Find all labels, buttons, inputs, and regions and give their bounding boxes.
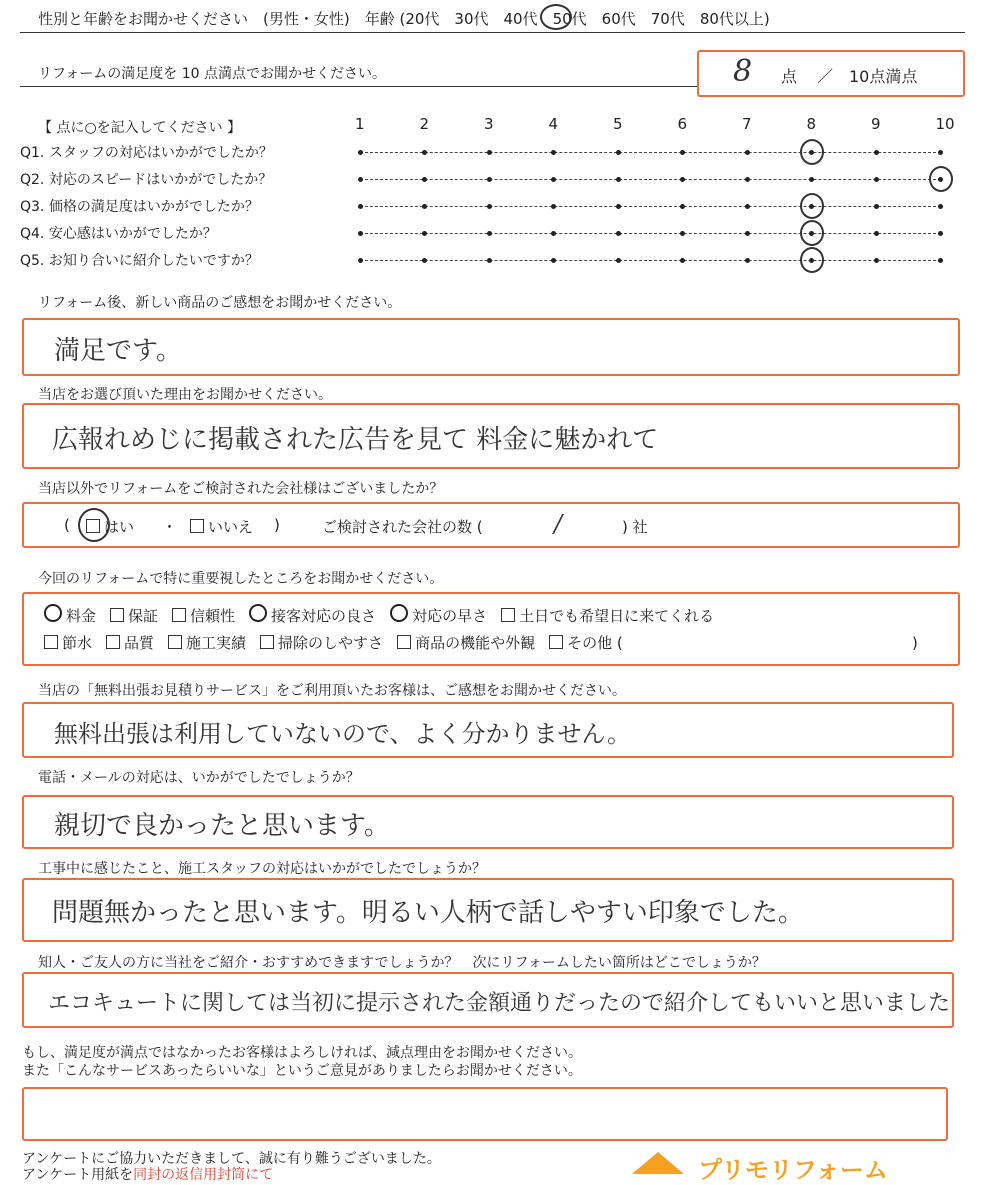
reason-answer-box [22,403,960,469]
checkbox[interactable] [44,635,58,649]
phone-answer: 親切で良かったと思います。 [54,811,390,841]
rating-point[interactable] [487,204,492,209]
checkbox[interactable] [172,608,186,622]
rating-question-label: Q2. 対応のスピードはいかがでしたか？ [20,172,273,188]
rating-point[interactable] [487,177,492,182]
footer-note-red: 同封の返信用封筒にて [133,1167,274,1183]
priority-option-label: 対応の早さ [412,607,488,625]
rating-point[interactable] [358,258,363,263]
priority-option[interactable] [549,632,623,653]
checkbox[interactable] [549,635,563,649]
priority-option[interactable] [106,632,154,653]
rating-point[interactable] [938,231,943,236]
rating-point[interactable] [358,150,363,155]
checked-checkbox[interactable] [44,604,62,622]
satisfaction-score-box [697,50,965,97]
scale-number: 3 [484,115,494,133]
rating-point[interactable] [745,150,750,155]
priority-option[interactable] [110,605,158,626]
scale-number: 1 [355,115,365,133]
gender-age-label: 性別と年齢をお聞かせください (男性・女性) 年齢 (20代 30代 40代 50代 60代 70代 80代以上) [38,10,770,28]
priority-option-label: 施工実績 [186,634,247,652]
competitors-open-paren: ( [64,516,70,534]
reason-answer: 広報れめじに掲載された広告を見て 料金に魅かれて [52,425,659,455]
rating-point[interactable] [487,231,492,236]
priorities-row-1 [44,604,728,626]
rating-point[interactable] [680,204,685,209]
competitors-question: 当店以外でリフォームをご検討された会社様はございましたか？ [38,481,444,497]
priority-option[interactable] [249,604,376,626]
rating-point[interactable] [616,177,621,182]
deduction-answer-box[interactable] [22,1087,948,1141]
rating-dotted-line [360,179,941,180]
checkbox[interactable] [501,608,515,622]
competitors-count-suffix: ) 社 [622,518,648,536]
rating-point[interactable] [745,177,750,182]
competitors-count-label: ご検討された会社の数 ( [322,518,483,536]
rating-point[interactable] [938,150,943,155]
deduction-question-line-2: また「こんなサービスあったらいいな」というご意見がありましたらお聞かせください。 [22,1063,582,1079]
rating-point[interactable] [422,258,427,263]
priority-option-label: その他 ( [567,634,623,652]
priority-option[interactable] [397,632,535,653]
rating-point[interactable] [809,177,814,182]
recommend-question: 知人・ご友人の方に当社をご紹介・おすすめできますでしょうか？ 次にリフォームしたい箇所はどこでしょうか？ [38,955,766,971]
rating-selected-circle [800,247,824,273]
priorities-row-2 [44,632,637,653]
rating-point[interactable] [551,204,556,209]
impression-answer: 満足です。 [54,336,182,366]
rating-point[interactable] [616,150,621,155]
rating-point[interactable] [487,258,492,263]
satisfaction-underline [20,86,700,87]
priority-option-label: 商品の機能や外観 [415,634,536,652]
construction-answer-box [22,878,954,942]
competitors-count-value: / [554,510,563,538]
rating-scale [0,115,1000,135]
rating-question-label: Q5. お知り合いに紹介したいですか？ [20,253,259,269]
rating-selected-circle [800,220,824,246]
rating-point[interactable] [745,231,750,236]
footer-note-start: アンケート用紙を [22,1167,134,1183]
rating-question-label: Q4. 安心感はいかがでしたか？ [20,226,217,242]
footer-thanks: アンケートにご協力いただきまして、誠に有り難うございました。 [22,1151,441,1167]
construction-question: 工事中に感じたこと、施工スタッフの対応はいかがでしたでしょうか？ [38,861,486,877]
rating-point[interactable] [422,231,427,236]
rating-point[interactable] [358,204,363,209]
rating-point[interactable] [422,177,427,182]
reason-question: 当店をお選び頂いた理由をお聞かせください。 [38,387,332,403]
checkbox[interactable] [110,608,124,622]
priority-option[interactable] [44,632,92,653]
yes-label: はい [104,518,135,536]
scale-number: 7 [742,115,752,133]
priorities-question: 今回のリフォームで特に重要視したところをお聞かせください。 [38,571,444,587]
priority-option[interactable] [172,605,235,626]
rating-point[interactable] [680,258,685,263]
checked-checkbox[interactable] [249,604,267,622]
checkbox[interactable] [168,635,182,649]
rating-point[interactable] [616,204,621,209]
impression-question: リフォーム後、新しい商品のご感想をお聞かせください。 [38,295,402,311]
priority-option[interactable] [390,604,487,626]
rating-point[interactable] [358,177,363,182]
construction-answer: 問題無かったと思います。明るい人柄で話しやすい印象でした。 [52,898,804,928]
scale-number: 5 [613,115,623,133]
rating-dotted-line [360,260,941,261]
rating-point[interactable] [422,150,427,155]
checked-checkbox[interactable] [390,604,408,622]
logo-text: プリモリフォーム [698,1157,888,1184]
rating-point[interactable] [680,150,685,155]
rating-selected-circle [800,139,824,165]
recommend-answer-box [22,972,954,1028]
rating-point[interactable] [551,231,556,236]
footer-note [22,1164,273,1184]
no-label: いいえ [208,518,254,536]
priority-option-label: 掃除のしやすさ [278,634,384,652]
rating-point[interactable] [551,258,556,263]
rating-point[interactable] [616,258,621,263]
competitors-dot: ・ [162,518,178,536]
priority-option-label: 品質 [124,634,155,652]
priority-option-label: 土日でも希望日に来てくれる [519,607,715,625]
rating-point[interactable] [616,231,621,236]
priority-option[interactable] [260,632,383,653]
rating-selected-circle [800,193,824,219]
satisfaction-score: 8 [733,54,753,89]
rating-point[interactable] [745,204,750,209]
rating-point[interactable] [938,204,943,209]
rating-point[interactable] [874,258,879,263]
rating-question-label: Q3. 価格の満足度はいかがでしたか？ [20,199,259,215]
rating-point[interactable] [874,177,879,182]
rating-point[interactable] [551,150,556,155]
priority-option-label: 信頼性 [190,607,236,625]
rating-point[interactable] [358,231,363,236]
checkbox[interactable] [260,635,274,649]
priority-option-label: 料金 [66,607,97,625]
rating-selected-circle [929,166,953,192]
rating-point[interactable] [745,258,750,263]
yes-circle-mark [78,508,110,542]
rating-instruction: 【 点に○を記入してください 】 [38,120,242,136]
rating-dotted-line [360,152,941,153]
rating-questions [0,138,1000,278]
priority-option[interactable] [168,632,246,653]
scale-number: 10 [935,115,955,133]
scale-number: 9 [871,115,881,133]
phone-question: 電話・メールの対応は、いかがでしたでしょうか？ [38,770,360,786]
satisfaction-slash: ／ [817,67,834,86]
primo-logo [628,1148,958,1184]
checkbox[interactable] [397,635,411,649]
priority-option[interactable] [44,604,96,626]
age-40-circle [540,4,572,30]
house-logo-icon [628,1148,688,1178]
scale-number: 2 [419,115,430,133]
priority-option-label: 保証 [128,607,159,625]
competitors-close-paren: ) [274,516,280,534]
scale-number: 6 [677,115,688,133]
priority-option-label: 節水 [62,634,93,652]
rating-point[interactable] [487,150,492,155]
satisfaction-unit: 点 [781,67,798,86]
satisfaction-question: リフォームの満足度を 10 点満点でお聞かせください。 [38,66,387,82]
competitors-no-option[interactable] [190,516,253,537]
header-underline [20,32,965,33]
priority-option[interactable] [501,605,714,626]
free-estimate-answer: 無料出張は利用していないので、よく分かりません。 [54,720,631,748]
rating-dotted-line [360,233,941,234]
no-checkbox[interactable] [190,519,204,533]
rating-point[interactable] [874,231,879,236]
rating-point[interactable] [551,177,556,182]
priorities-box [22,592,960,666]
recommend-answer: エコキュートに関しては当初に提示された金額通りだったので紹介してもいいと思いました [48,991,951,1016]
rating-question-label: Q1. スタッフの対応はいかがでしたか？ [20,145,273,161]
rating-point[interactable] [874,204,879,209]
priorities-other-close: ) [912,634,918,652]
rating-point[interactable] [938,258,943,263]
impression-answer-box [22,318,960,376]
competitors-box [22,502,960,548]
satisfaction-max: 10点満点 [849,67,918,86]
phone-answer-box [22,795,954,849]
priority-option-label: 接客対応の良さ [271,607,377,625]
rating-point[interactable] [680,177,685,182]
checkbox[interactable] [106,635,120,649]
free-estimate-answer-box [22,702,954,758]
rating-point[interactable] [874,150,879,155]
scale-number: 4 [548,115,559,133]
rating-point[interactable] [680,231,685,236]
scale-number: 8 [806,115,817,133]
rating-point[interactable] [422,204,427,209]
free-estimate-question: 当店の「無料出張お見積りサービス」をご利用頂いたお客様は、ご感想をお聞かせください。 [38,683,626,699]
deduction-question-line-1: もし、満足度が満点ではなかったお客様はよろしければ、減点理由をお聞かせください。 [22,1045,582,1061]
rating-dotted-line [360,206,941,207]
